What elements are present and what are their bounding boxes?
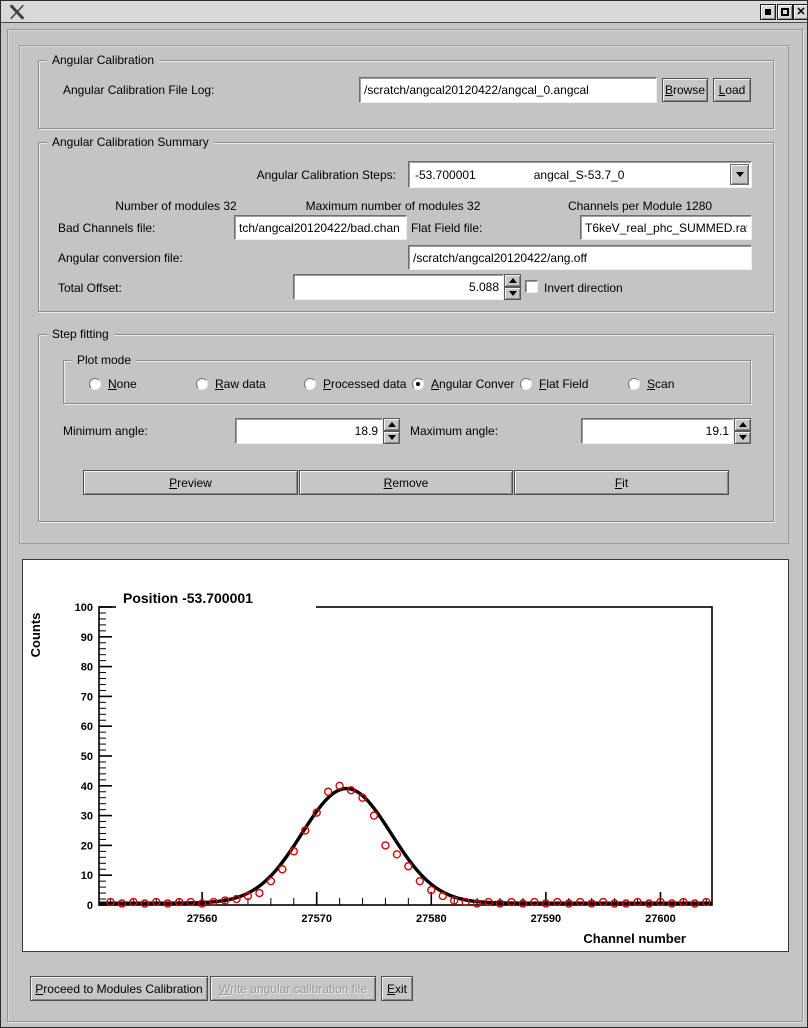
proceed-to-modules-calibration-button[interactable]: P roceed to Modules Calibration: [30, 976, 208, 1001]
maximize-icon: [781, 8, 789, 16]
radio-angular-conversion-indicator: [412, 378, 424, 390]
arrow-up-icon: [388, 422, 396, 427]
invert-direction-label: Invert direction: [544, 281, 623, 295]
svg-text:27580: 27580: [415, 913, 447, 925]
svg-text:50: 50: [80, 751, 93, 763]
group-plot-mode-title: Plot mode: [72, 353, 136, 368]
group-step-fitting-title: Step fitting: [47, 327, 114, 342]
minimum-angle-spinner: [383, 418, 400, 444]
radio-flat-field-label: Flat Field: [539, 376, 589, 391]
arrow-down-icon: [509, 291, 517, 296]
titlebar: [1, 1, 807, 23]
group-calibration-summary-title: Angular Calibration Summary: [47, 135, 214, 150]
calibration-steps-select[interactable]: [408, 161, 752, 188]
svg-text:20: 20: [80, 840, 93, 853]
close-button[interactable]: [793, 4, 808, 20]
svg-text:90: 90: [80, 631, 93, 644]
angular-conversion-label: Angular conversion file:: [58, 251, 183, 265]
fit-curve: [99, 789, 712, 904]
maximum-angle-label: Maximum angle:: [410, 424, 499, 438]
minimum-angle-spin-up-button[interactable]: [383, 418, 400, 431]
minimize-button[interactable]: [760, 4, 776, 20]
radio-processed-data-label: Processed data: [323, 376, 407, 391]
radio-none-indicator: [89, 378, 101, 390]
total-offset-spinner: [504, 274, 521, 300]
radio-raw-data[interactable]: [196, 376, 266, 391]
chevron-down-icon: [736, 172, 744, 177]
radio-scan-indicator: [628, 378, 640, 390]
fit-plot: [23, 560, 788, 951]
close-icon: ✕: [796, 5, 806, 18]
minimum-angle-spin-down-button[interactable]: [383, 431, 400, 444]
calibration-steps-dropdown-button[interactable]: [730, 164, 749, 185]
svg-text:27560: 27560: [186, 913, 218, 925]
svg-text:27600: 27600: [645, 913, 676, 925]
bad-channels-label: Bad Channels file:: [58, 221, 156, 235]
group-plot-mode: [63, 353, 751, 404]
radio-none[interactable]: [89, 376, 137, 391]
remove-button[interactable]: R emove: [299, 470, 513, 495]
total-offset-label: Total Offset:: [58, 281, 122, 295]
angular-conversion-input[interactable]: [408, 245, 752, 270]
radio-flat-field[interactable]: [520, 376, 588, 391]
maximize-button[interactable]: [777, 4, 793, 20]
fit-button[interactable]: F it: [514, 470, 729, 495]
arrow-up-icon: [739, 422, 747, 427]
group-angular-calibration-title: Angular Calibration: [47, 53, 159, 68]
y-axis: [75, 602, 112, 912]
flat-field-label: Flat Field file:: [411, 221, 483, 235]
svg-text:27570: 27570: [301, 913, 332, 925]
svg-text:100: 100: [74, 602, 93, 614]
svg-text:10: 10: [80, 870, 93, 883]
arrow-up-icon: [509, 278, 517, 283]
group-calibration-summary: [38, 135, 774, 312]
plot-frame: [99, 607, 712, 905]
calibration-steps-label: Angular Calibration Steps:: [256, 168, 396, 182]
plot-panel: [22, 559, 789, 952]
arrow-down-icon: [388, 435, 396, 440]
maximum-angle-spin-down-button[interactable]: [734, 431, 751, 444]
bad-channels-input[interactable]: [234, 215, 407, 240]
load-button[interactable]: L oad: [713, 78, 751, 102]
browse-button[interactable]: B rowse: [662, 78, 708, 102]
preview-button[interactable]: P review: [83, 470, 298, 495]
svg-text:80: 80: [80, 661, 93, 674]
arrow-down-icon: [739, 435, 747, 440]
svg-text:40: 40: [80, 780, 93, 793]
group-step-fitting: [38, 327, 774, 522]
total-offset-spin-down-button[interactable]: [504, 287, 521, 300]
total-offset-spin-up-button[interactable]: [504, 274, 521, 287]
invert-direction-checkbox[interactable]: [525, 280, 538, 293]
data-points: [107, 782, 710, 907]
x-axis-label: Channel number: [583, 931, 686, 946]
group-angular-calibration: [38, 53, 774, 129]
exit-button[interactable]: E xit: [381, 976, 413, 1001]
channels-per-module-text: Channels per Module 1280: [567, 199, 713, 213]
radio-angular-conversion-label: Angular Conver: [431, 376, 515, 391]
svg-text:70: 70: [80, 691, 93, 704]
maximum-angle-input[interactable]: [581, 418, 734, 444]
y-axis-label: Counts: [28, 612, 43, 658]
svg-text:27590: 27590: [530, 913, 562, 925]
svg-text:30: 30: [80, 810, 93, 823]
form-panel: [19, 45, 789, 544]
file-log-input[interactable]: [359, 77, 657, 103]
minimum-angle-label: Minimum angle:: [63, 424, 148, 438]
plot-title: Position -53.700001: [123, 590, 253, 606]
svg-text:60: 60: [80, 721, 93, 734]
radio-scan[interactable]: [628, 376, 674, 391]
file-log-label: Angular Calibration File Log:: [63, 83, 215, 97]
radio-scan-label: Scan: [647, 376, 675, 391]
radio-raw-data-label: Raw data: [215, 376, 266, 391]
minimize-icon: [765, 9, 771, 15]
minimum-angle-input[interactable]: [235, 418, 383, 444]
radio-flat-field-indicator: [520, 378, 532, 390]
total-offset-input[interactable]: [293, 274, 504, 300]
modules-count-text: Number of modules 32: [115, 199, 237, 213]
write-angular-calibration-file-button[interactable]: W rite angular calibration file: [210, 976, 376, 1001]
maximum-angle-spin-up-button[interactable]: [734, 418, 751, 431]
radio-processed-data-indicator: [304, 378, 316, 390]
x11-logo-icon: [8, 3, 26, 21]
flat-field-input[interactable]: [580, 215, 752, 240]
svg-text:0: 0: [86, 900, 93, 912]
radio-angular-conversion[interactable]: [412, 376, 514, 391]
maximum-angle-spinner: [734, 418, 751, 444]
radio-raw-data-indicator: [196, 378, 208, 390]
radio-none-label: None: [108, 376, 137, 391]
x-axis: [110, 892, 706, 925]
radio-processed-data[interactable]: [304, 376, 406, 391]
calibration-steps-value: -53.700001 angcal_S-53.7_0: [415, 167, 625, 182]
max-modules-text: Maximum number of modules 32: [305, 199, 481, 213]
